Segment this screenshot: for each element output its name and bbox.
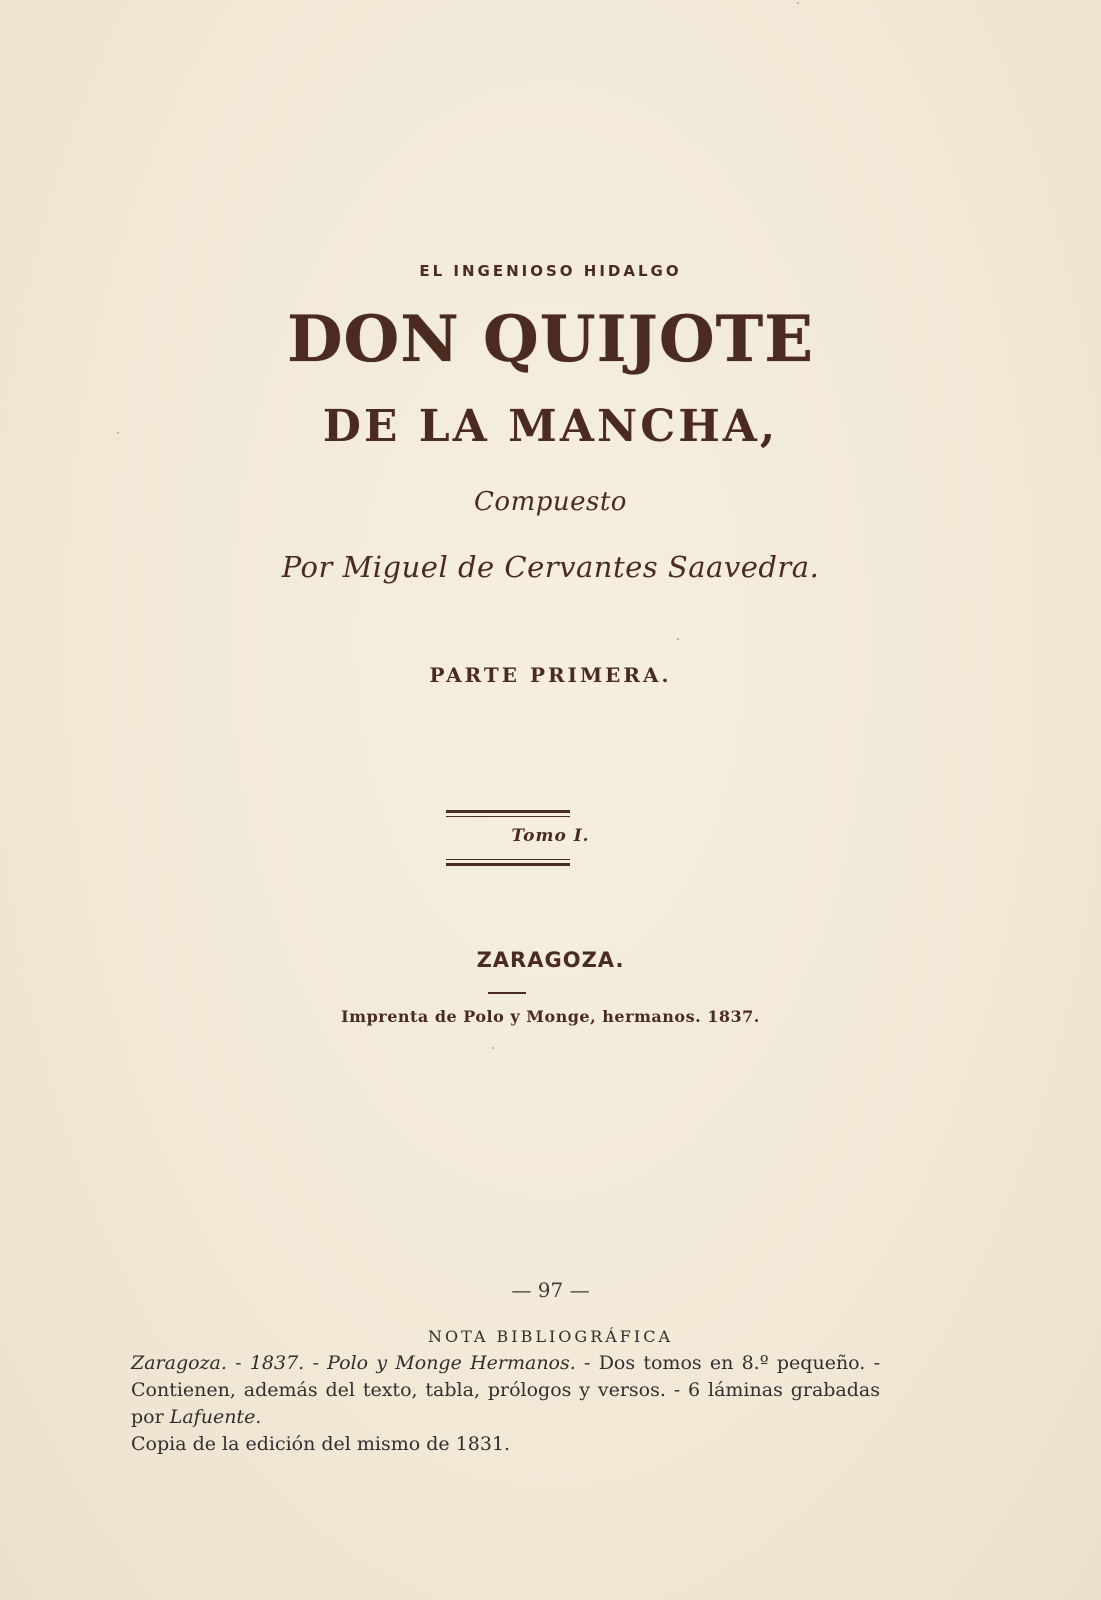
paper-speck <box>117 432 119 434</box>
nota-body <box>131 1350 880 1458</box>
book-title: DON QUIJOTE <box>287 302 814 377</box>
title-kicker: EL INGENIOSO HIDALGO <box>419 262 682 280</box>
nota-copy-line: Copia de la edición del mismo de 1831. <box>131 1433 511 1455</box>
part-label: PARTE PRIMERA. <box>429 663 672 687</box>
paper-speck <box>492 1047 494 1049</box>
tomo-top-rule <box>446 810 570 817</box>
nota-place-year: Zaragoza. - 1837. - <box>131 1352 319 1374</box>
nota-description: - Dos tomos en 8.º pequeño. - Contienen, además del texto, tabla, prólogos y versos. - 6 láminas grabadas por <box>131 1352 880 1428</box>
compuesto-label: Compuesto <box>474 487 627 517</box>
author-line: Por Miguel de Cervantes Saavedra. <box>281 550 820 584</box>
tomo-bottom-rule <box>446 859 570 866</box>
volume-label: Tomo I. <box>511 826 590 846</box>
publication-city: ZARAGOZA. <box>476 948 625 972</box>
nota-paragraph <box>131 1350 880 1431</box>
city-rule <box>488 992 526 994</box>
paper-speck <box>677 638 679 640</box>
imprint-line: Imprenta de Polo y Monge, hermanos. 1837. <box>341 1007 760 1026</box>
nota-heading: NOTA BIBLIOGRÁFICA <box>427 1327 674 1346</box>
nota-engraver: Lafuente. <box>169 1406 262 1428</box>
page-number: — 97 — <box>511 1278 590 1302</box>
paper-speck <box>797 2 799 4</box>
book-subtitle: DE LA MANCHA, <box>322 401 779 452</box>
nota-printers: Polo y Monge Hermanos. <box>327 1352 576 1374</box>
